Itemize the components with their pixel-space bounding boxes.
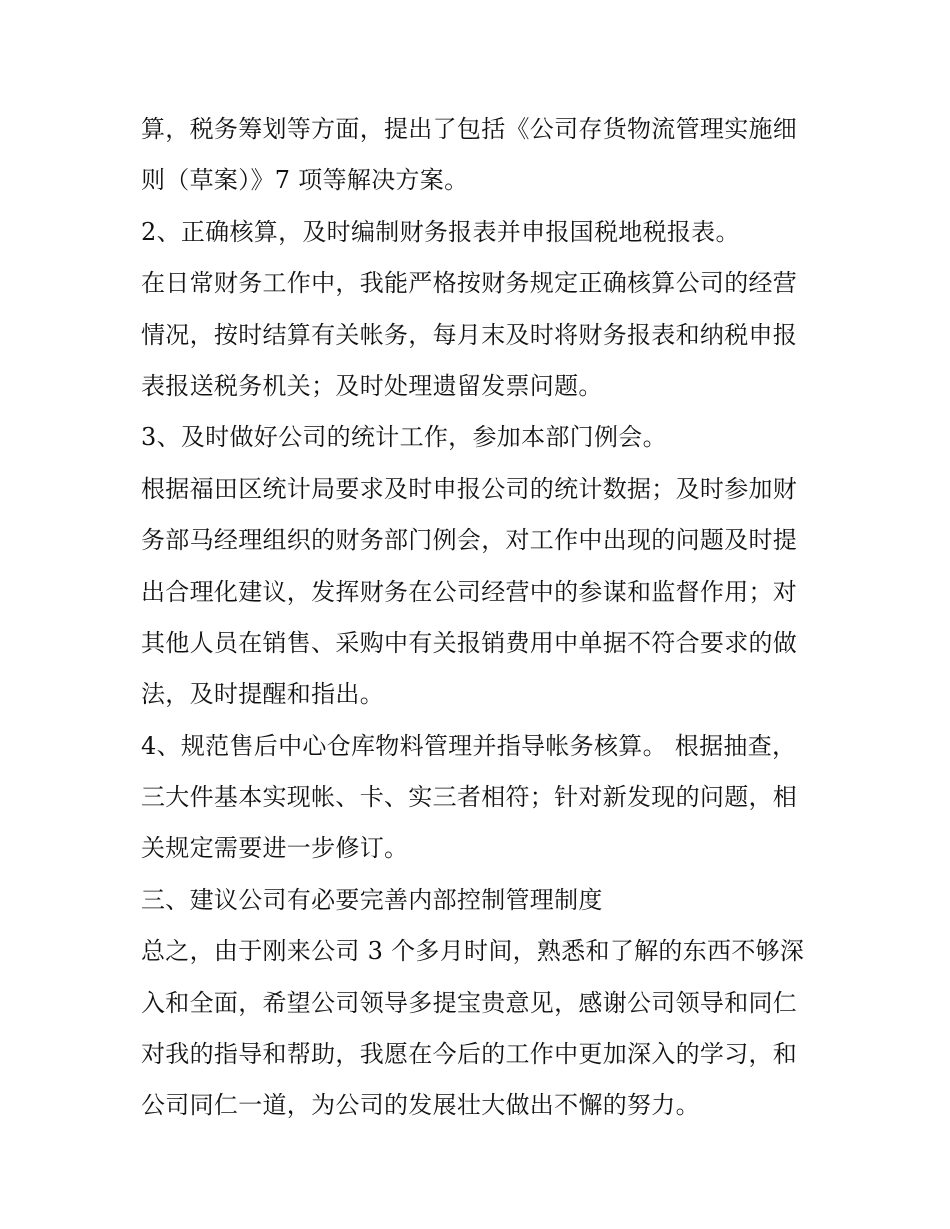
document-body (141, 104, 821, 1132)
text-line: 出合理化建议，发挥财务在公司经营中的参谋和监督作用；对 (141, 577, 798, 606)
text-line: 其他人员在销售、采购中有关报销费用中单据不符合要求的做 (141, 628, 798, 657)
text-line: 对我的指导和帮助，我愿在今后的工作中更加深入的学习，和 (141, 1040, 798, 1069)
section-heading: 三、建议公司有必要完善内部控制管理制度 (141, 885, 603, 914)
text-line: 表报送税务机关；及时处理遗留发票问题。 (141, 371, 603, 400)
text-line: 务部马经理组织的财务部门例会，对工作中出现的问题及时提 (141, 526, 798, 555)
text-line: 则（草案）》7 项等解决方案。 (141, 166, 469, 195)
text-line: 关规定需要进一步修订。 (141, 834, 409, 863)
section-heading: 3、及时做好公司的统计工作，参加本部门例会。 (141, 423, 667, 452)
text-line: 在日常财务工作中，我能严格按财务规定正确核算公司的经营 (141, 269, 798, 298)
text-line: 情况，按时结算有关帐务，每月末及时将财务报表和纳税申报 (141, 320, 798, 349)
text-line: 算，税务筹划等方面，提出了包括《公司存货物流管理实施细 (141, 115, 798, 143)
text-line: 法，及时提醒和指出。 (141, 680, 384, 709)
section-heading: 2、正确核算，及时编制财务报表并申报国税地税报表。 (141, 217, 740, 246)
text-line: 根据福田区统计局要求及时申报公司的统计数据；及时参加财 (141, 474, 798, 503)
section-heading: 4、规范售后中心仓库物料管理并指导帐务核算。 根据抽查， (141, 731, 797, 760)
text-line: 入和全面，希望公司领导多提宝贵意见，感谢公司领导和同仁 (141, 988, 798, 1017)
text-line: 公司同仁一道，为公司的发展壮大做出不懈的努力。 (141, 1091, 700, 1120)
text-line: 三大件基本实现帐、卡、实三者相符；针对新发现的问题，相 (141, 783, 798, 812)
text-line: 总之，由于刚来公司 3 个多月时间，熟悉和了解的东西不够深 (141, 937, 805, 966)
